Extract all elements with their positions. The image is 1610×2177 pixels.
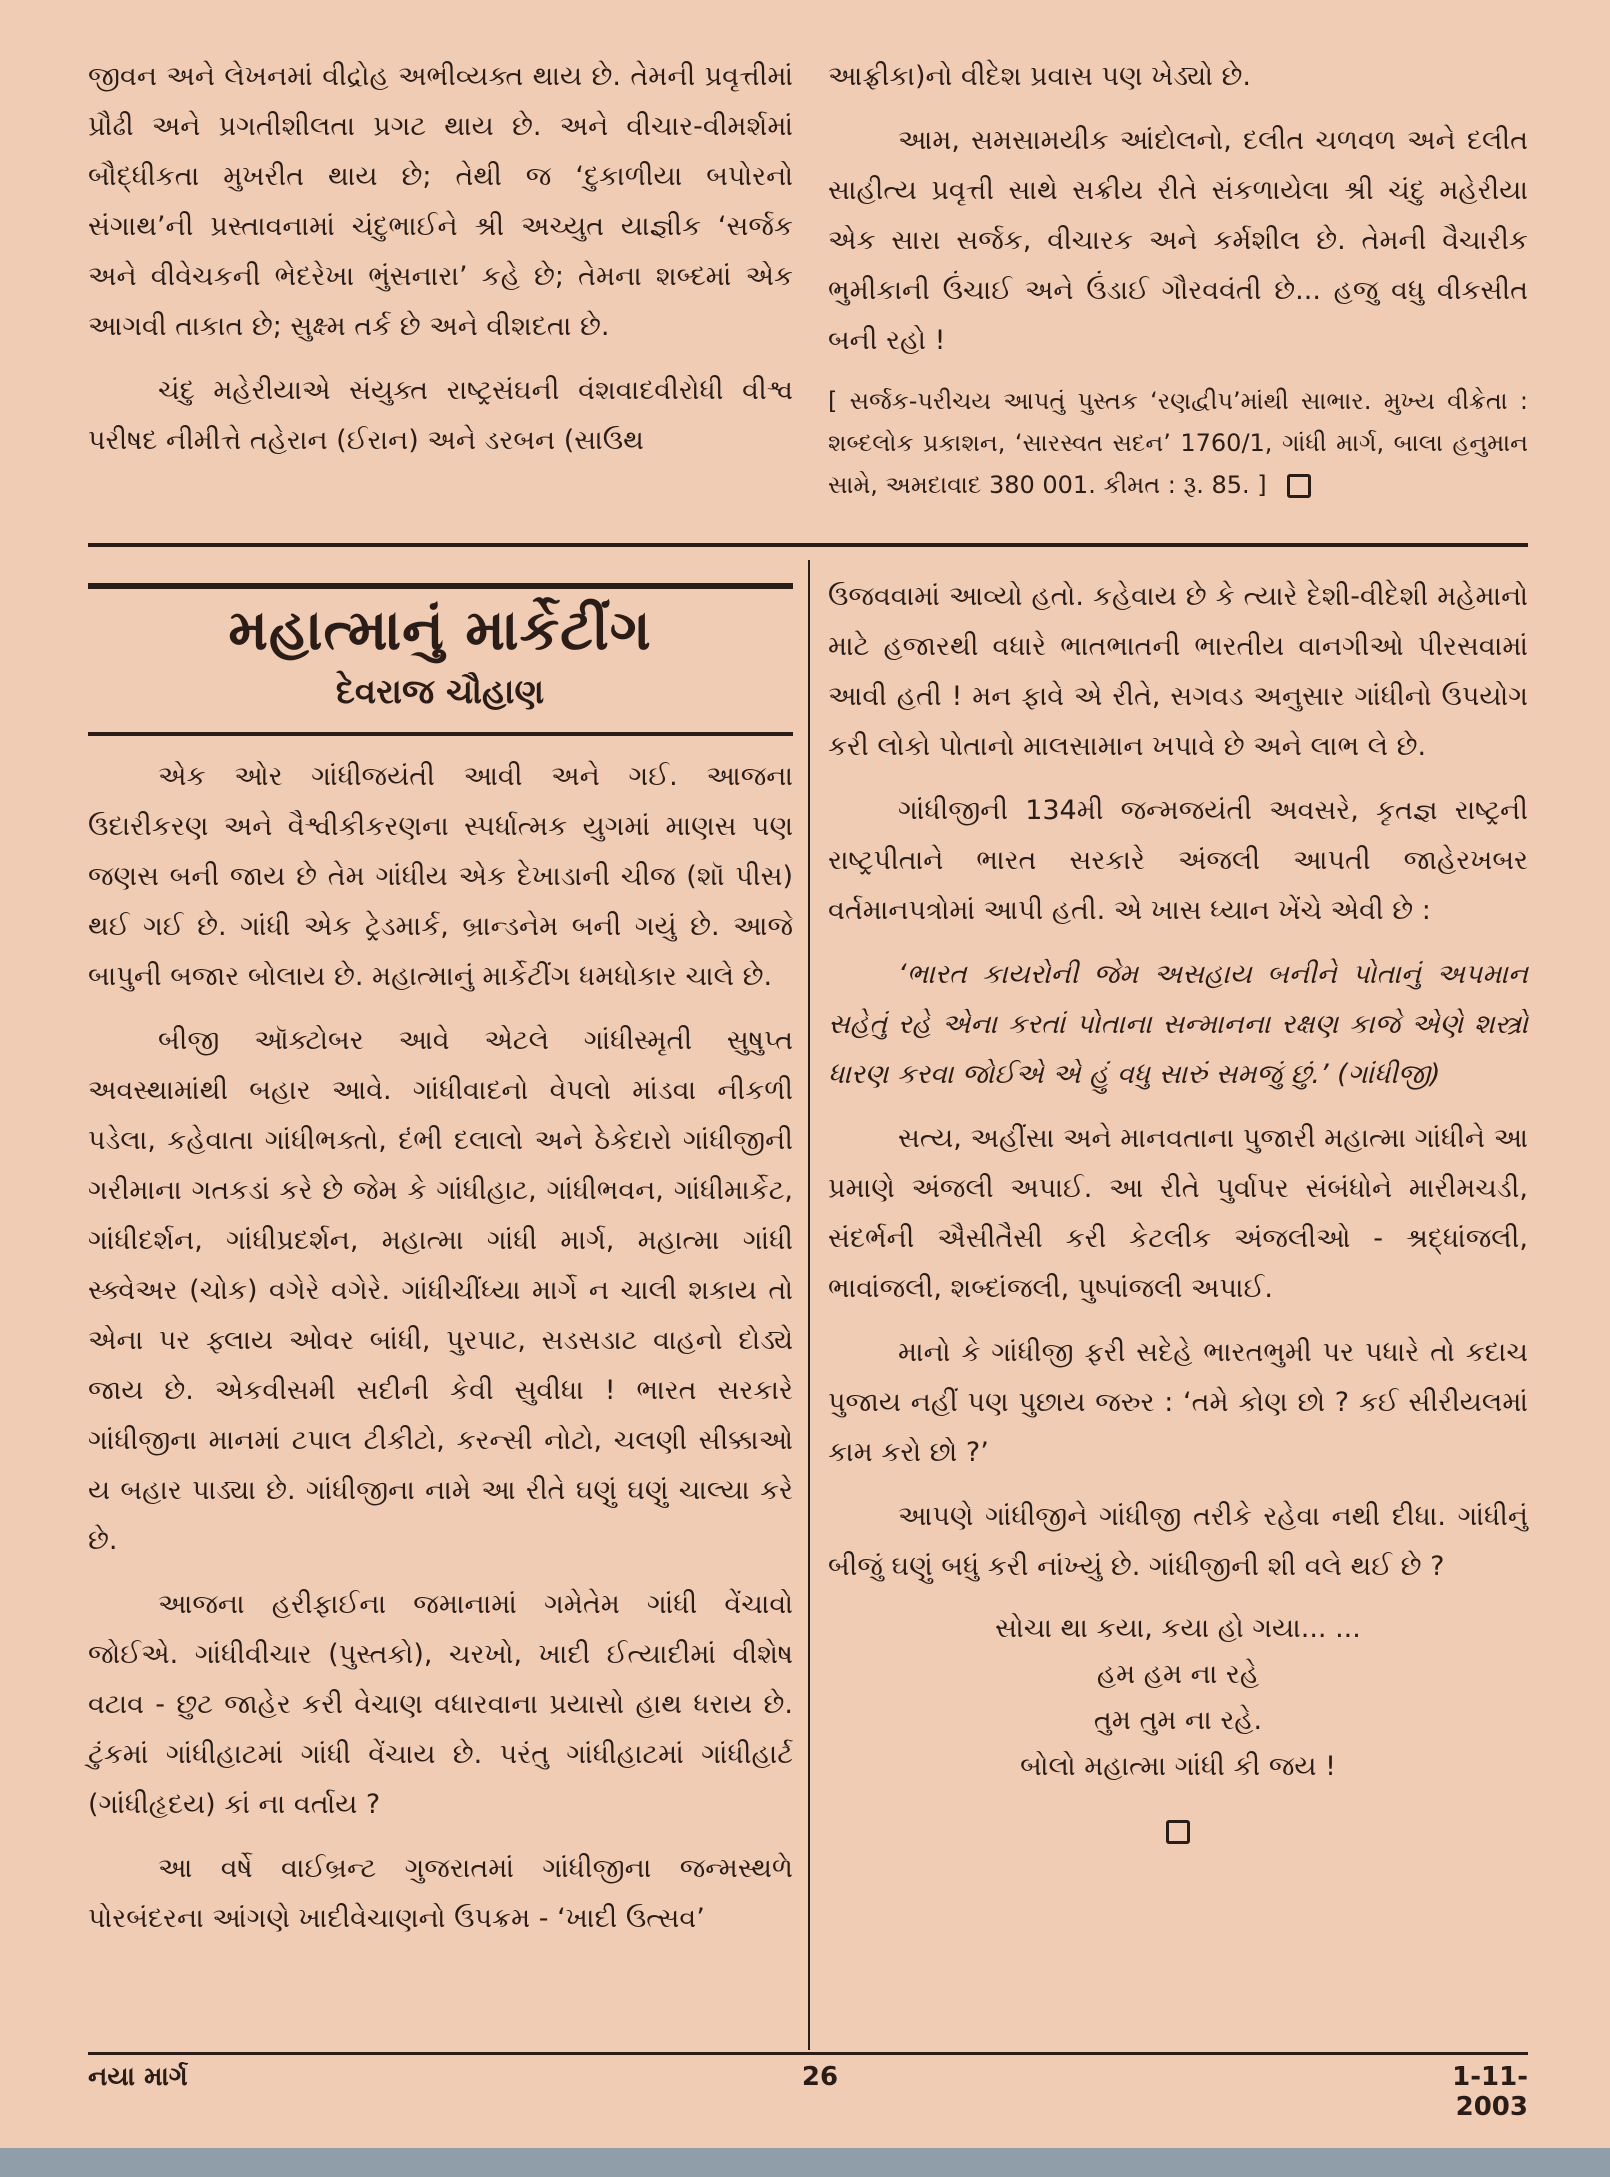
article-author: દેવરાજ ચૌહાણ — [335, 672, 545, 712]
poem-line: હમ હમ ના રહે — [1096, 1659, 1260, 1690]
poem — [828, 1606, 1528, 1854]
quote: ‘ભારત કાયરોની જેમ અસહાય બનીને પોતાનું અપમાન સહેતું રહે એના કરતાં પોતાના સન્માનના રક્ષણ કાજે એણે શસ્ત્રો ધારણ કરવા જોઈએ એ હું વધુ સારું સમજું છું.’ (ગાંધીજી) — [828, 959, 1528, 1090]
citation — [828, 380, 1528, 506]
end-mark-icon — [1287, 474, 1311, 498]
paragraph: આફ્રીકા)નો વીદેશ પ્રવાસ પણ ખેડ્યો છે. — [828, 61, 1251, 92]
paragraph: ઉજવવામાં આવ્યો હતો. કહેવાય છે કે ત્યારે દેશી-વીદેશી મહેમાનો માટે હજારથી વધારે ભાતભાતની ભારતીય વાનગીઓ પીરસવામાં આવી હતી ! મન ફાવે એ રીતે, સગવડ અનુસાર ગાંધીનો ઉપયોગ કરી લોકો પોતાનો માલસામાન ખપાવે છે અને લાભ લે છે. — [828, 581, 1528, 762]
paragraph: આપણે ગાંધીજીને ગાંધીજી તરીકે રહેવા નથી દીધા. ગાંધીનું બીજું ઘણું બધું કરી નાંખ્યું છે. ગાંધીજીની શી વલે થઈ છે ? — [828, 1501, 1528, 1582]
paragraph: આમ, સમસામયીક આંદોલનો, દલીત ચળવળ અને દલીત સાહીત્ય પ્રવૃત્તી સાથે સક્રીય રીતે સંકળાયેલા શ્રી ચંદુ મહેરીયા એક સારા સર્જક, વીચારક અને કર્મશીલ છે. તેમની વૈચારીક ભુમીકાની ઉંચાઈ અને ઉંડાઈ ગૌરવવંતી છે... હજુ વધુ વીકસીત બની રહો ! — [828, 125, 1528, 356]
left-bottom-column — [88, 752, 793, 1958]
end-mark-icon — [1166, 1820, 1190, 1844]
footer-magazine-name: નયા માર્ગ — [88, 2062, 188, 2092]
paragraph: જીવન અને લેખનમાં વીદ્રોહ અભીવ્યક્ત થાય છે. તેમની પ્રવૃત્તીમાં પ્રૌઢી અને પ્રગતીશીલતા પ્રગટ થાય છે. અને વીચાર-વીમર્શમાં બૌદ્ધીકતા મુખરીત થાય છે; તેથી જ ‘દુકાળીયા બપોરનો સંગાથ’ની પ્રસ્તાવનામાં ચંદુભાઈને શ્રી અચ્યુત યાજ્ઞીક ‘સર્જક અને વીવેચકની ભેદરેખા ભુંસનારા’ કહે છે; તેમના શબ્દમાં એક આગવી તાકાત છે; સુક્ષ્મ તર્ક છે અને વીશદતા છે. — [88, 61, 793, 342]
paragraph: માનો કે ગાંધીજી ફરી સદેહે ભારતભુમી પર પધારે તો કદાચ પુજાય નહીં પણ પુછાય જરુર : ‘તમે કોણ છો ? કઈ સીરીયલમાં કામ કરો છો ?’ — [828, 1337, 1528, 1468]
paragraph: આજના હરીફાઈના જમાનામાં ગમેતેમ ગાંધી વેંચાવો જોઈએ. ગાંધીવીચાર (પુસ્તકો), ચરખો, ખાદી ઈત્યાદીમાં વીશેષ વટાવ - છુટ જાહેર કરી વેચાણ વધારવાના પ્રયાસો હાથ ધરાય છે. ટુંકમાં ગાંધીહાટમાં ગાંધી વેંચાય છે. પરંતુ ગાંધીહાટમાં ગાંધીહાર્ટ (ગાંધીહૃદય) કાં ના વર્તાય ? — [88, 1589, 793, 1820]
column-divider — [808, 560, 810, 2050]
paragraph: આ વર્ષે વાઈબ્રન્ટ ગુજરાતમાં ગાંધીજીના જન્મસ્થળે પોરબંદરના આંગણે ખાદીવેચાણનો ઉપક્રમ - ‘ખાદી ઉત્સવ’ — [88, 1853, 793, 1934]
section-divider — [88, 543, 1528, 547]
title-top-rule — [88, 583, 793, 589]
footer-rule — [88, 2052, 1528, 2055]
footer-page-number: 26 — [801, 2062, 839, 2092]
scan-edge — [0, 2148, 1610, 2177]
paragraph: ચંદુ મહેરીયાએ સંયુક્ત રાષ્ટ્રસંઘની વંશવાદવીરોધી વીશ્વ પરીષદ નીમીત્તે તહેરાન (ઈરાન) અને ડરબન (સાઉથ — [88, 375, 793, 456]
paragraph: બીજી ઑક્ટોબર આવે એટલે ગાંધીસ્મૃતી સુષુપ્ત અવસ્થામાંથી બહાર આવે. ગાંધીવાદનો વેપલો માંડવા નીકળી પડેલા, કહેવાતા ગાંધીભક્તો, દંભી દલાલો અને ઠેકેદારો ગાંધીજીની ગરીમાના ગતકડાં કરે છે જેમ કે ગાંધીહાટ, ગાંધીભવન, ગાંધીમાર્કેટ, ગાંધીદર્શન, ગાંધીપ્રદર્શન, મહાત્મા ગાંધી માર્ગ, મહાત્મા ગાંધી સ્ક્વેઅર (ચોક) વગેરે વગેરે. ગાંધીચીંધ્યા માર્ગે ન ચાલી શકાય તો એના પર ફ્લાય ઓવર બાંધી, પુરપાટ, સડસડાટ વાહનો દોડ્યે જાય છે. એકવીસમી સદીની કેવી સુવીધા ! ભારત સરકારે ગાંધીજીના માનમાં ટપાલ ટીકીટો, કરન્સી નોટો, ચલણી સીક્કાઓ ય બહાર પાડ્યા છે. ગાંધીજીના નામે આ રીતે ઘણું ઘણું ચાલ્યા કરે છે. — [88, 1025, 793, 1556]
citation-text: [ સર્જક-પરીચય આપતું પુસ્તક ‘રણદ્વીપ’માંથી સાભાર. મુખ્ય વીક્રેતા : શબ્દલોક પ્રકાશન, ‘સારસ્વત સદન’ 1760/1, ગાંધી માર્ગ, બાલા હનુમાન સામે, અમદાવાદ 380 001. કીમત : રૂ. 85. ] — [828, 387, 1528, 499]
title-bottom-rule — [88, 732, 793, 736]
poem-line: તુમ તુમ ના રહે. — [1093, 1705, 1263, 1736]
right-top-column — [828, 52, 1528, 520]
paragraph: સત્ય, અહીંસા અને માનવતાના પુજારી મહાત્મા ગાંધીને આ પ્રમાણે અંજલી અપાઈ. આ રીતે પુર્વાપર સંબંધોને મારીમચડી, સંદર્ભની ઐસીતૈસી કરી કેટલીક અંજલીઓ - શ્રદ્ધાંજલી, ભાવાંજલી, શબ્દાંજલી, પુષ્પાંજલી અપાઈ. — [828, 1123, 1528, 1304]
left-top-column — [88, 52, 793, 480]
paragraph: એક ઓર ગાંધીજયંતી આવી અને ગઈ. આજના ઉદારીકરણ અને વૈશ્વીકીકરણના સ્પર્ધાત્મક યુગમાં માણસ પણ જણસ બની જાય છે તેમ ગાંધીય એક દેખાડાની ચીજ (શૉ પીસ) થઈ ગઈ છે. ગાંધી એક ટ્રેડમાર્ક, બ્રાન્ડનેમ બની ગયું છે. આજે બાપુની બજાર બોલાય છે. મહાત્માનું માર્કેટીંગ ધમધોકાર ચાલે છે. — [88, 761, 793, 992]
footer-date: 1-11-2003 — [1452, 2062, 1528, 2122]
poem-line: સોચા થા કયા, કયા હો ગયા... ... — [995, 1613, 1361, 1644]
poem-line: બોલો મહાત્મા ગાંધી કી જય ! — [1020, 1751, 1336, 1782]
article-title: મહાત્માનું માર્કેટીંગ — [228, 598, 652, 663]
paragraph: ગાંધીજીની 134મી જન્મજયંતી અવસરે, કૃતજ્ઞ રાષ્ટ્રની રાષ્ટ્રપીતાને ભારત સરકારે અંજલી આપતી જાહેરખબર વર્તમાનપત્રોમાં આપી હતી. એ ખાસ ધ્યાન ખેંચે એવી છે : — [828, 795, 1528, 926]
right-bottom-column — [828, 572, 1528, 1854]
